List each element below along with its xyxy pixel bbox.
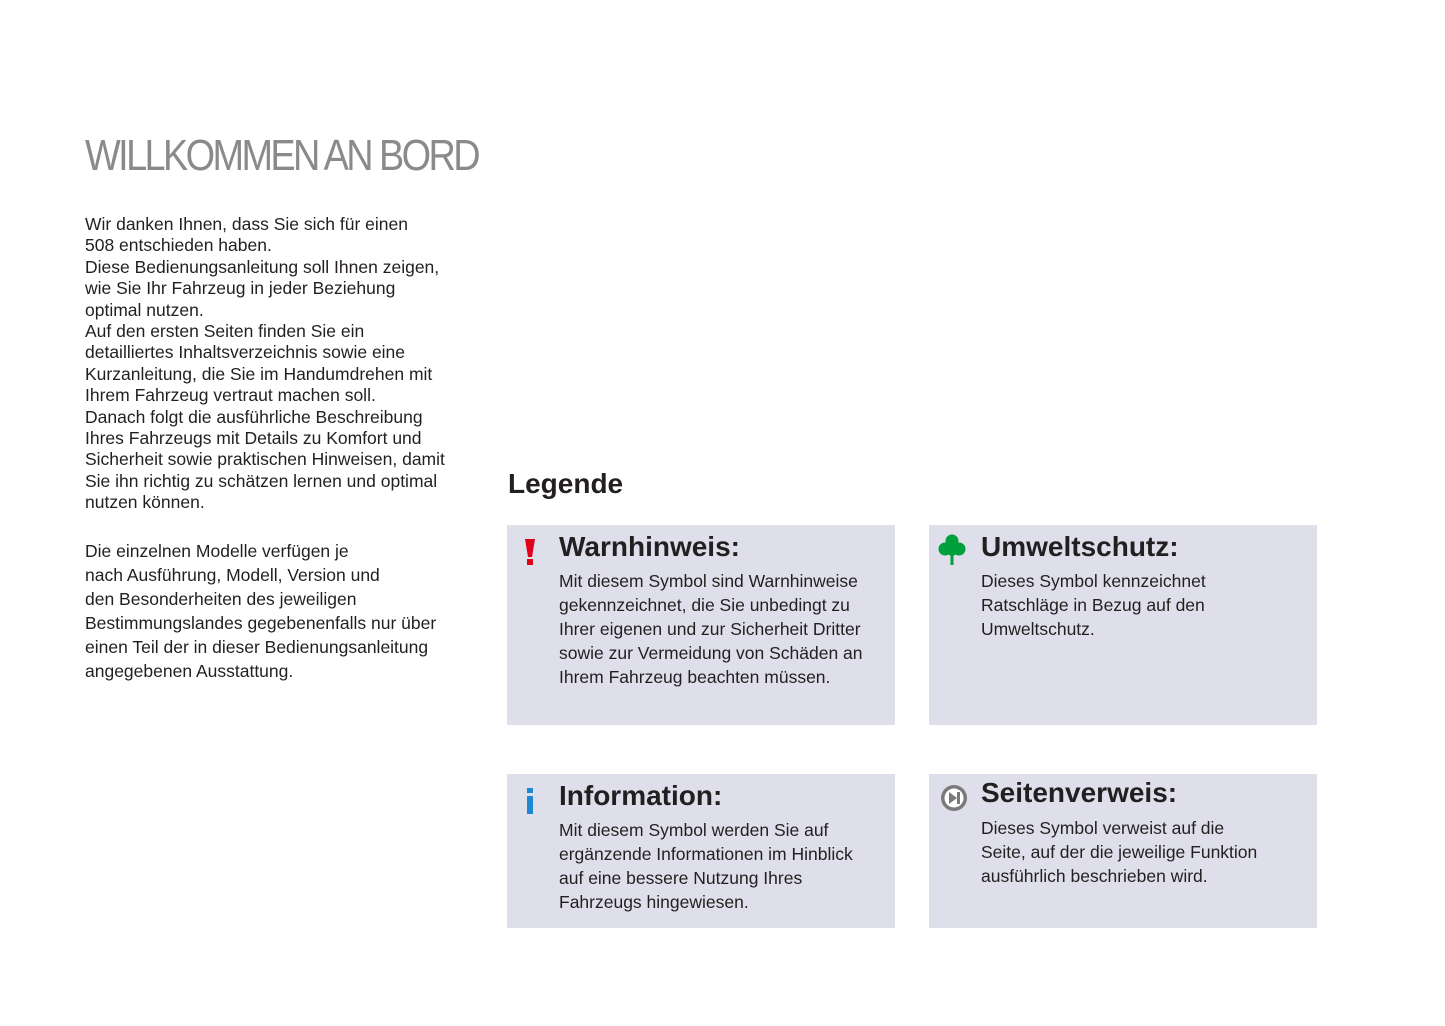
page-title: WILLKOMMEN AN BORD — [85, 131, 478, 180]
intro-paragraph-2: Die einzelnen Modelle verfügen je nach Ausführung, Modell, Version und den Besonderheiten des jeweiligen Bestimmungslandes gegebenenfalls nur über einen Teil der in dieser Bedienungsanleitung angegebenen Ausstattung. — [85, 541, 437, 681]
legend-box-warning — [507, 525, 895, 725]
legend-text-warning: Mit diesem Symbol sind Warnhinweise gekennzeichnet, die Sie unbedingt zu Ihrer eigenen und zur Sicherheit Dritter sowie zur Vermeidung von Schäden an Ihrem Fahrzeug beachten müssen. — [559, 571, 863, 687]
intro-text — [85, 214, 475, 514]
legend-heading-information: Information: — [559, 780, 723, 811]
legend-box-environment — [929, 525, 1317, 725]
exclamation-icon — [519, 537, 541, 567]
legend-text-information: Mit diesem Symbol werden Sie auf ergänzende Informationen im Hinblick auf eine bessere Nutzung Ihres Fahrzeugs hingewiesen. — [559, 820, 853, 912]
page-reference-icon — [940, 784, 968, 812]
legend-heading-warning: Warnhinweis: — [559, 531, 740, 562]
intro-paragraph-1: Wir danken Ihnen, dass Sie sich für einen 508 entschieden haben. Diese Bedienungsanleitung soll Ihnen zeigen, wie Sie Ihr Fahrzeug in jeder Beziehung optimal nutzen. Auf den ersten Seiten finden Sie ein detailliertes Inhaltsverzeichnis sowie eine Kurzanleitung, die Sie im Handumdrehen mit Ihrem Fahrzeug vertraut machen soll. Danach folgt die ausführliche Beschreibung Ihres Fahrzeugs mit Details zu Komfort und Sicherheit sowie praktischen Hinweisen, damit Sie ihn richtig zu schätzen lernen und optimal nutzen können. — [85, 214, 445, 513]
info-icon — [519, 786, 541, 816]
clover-icon — [938, 533, 966, 567]
legend-title: Legende — [508, 468, 624, 499]
legend-heading-environment: Umweltschutz: — [981, 531, 1179, 562]
legend-box-information — [507, 774, 895, 928]
legend-box-reference — [929, 774, 1317, 928]
legend-text-reference: Dieses Symbol verweist auf die Seite, auf der die jeweilige Funktion ausführlich beschrieben wird. — [981, 818, 1258, 886]
legend-heading-reference: Seitenverweis: — [981, 777, 1178, 808]
legend-text-environment: Dieses Symbol kennzeichnet Ratschläge in Bezug auf den Umweltschutz. — [981, 571, 1206, 639]
